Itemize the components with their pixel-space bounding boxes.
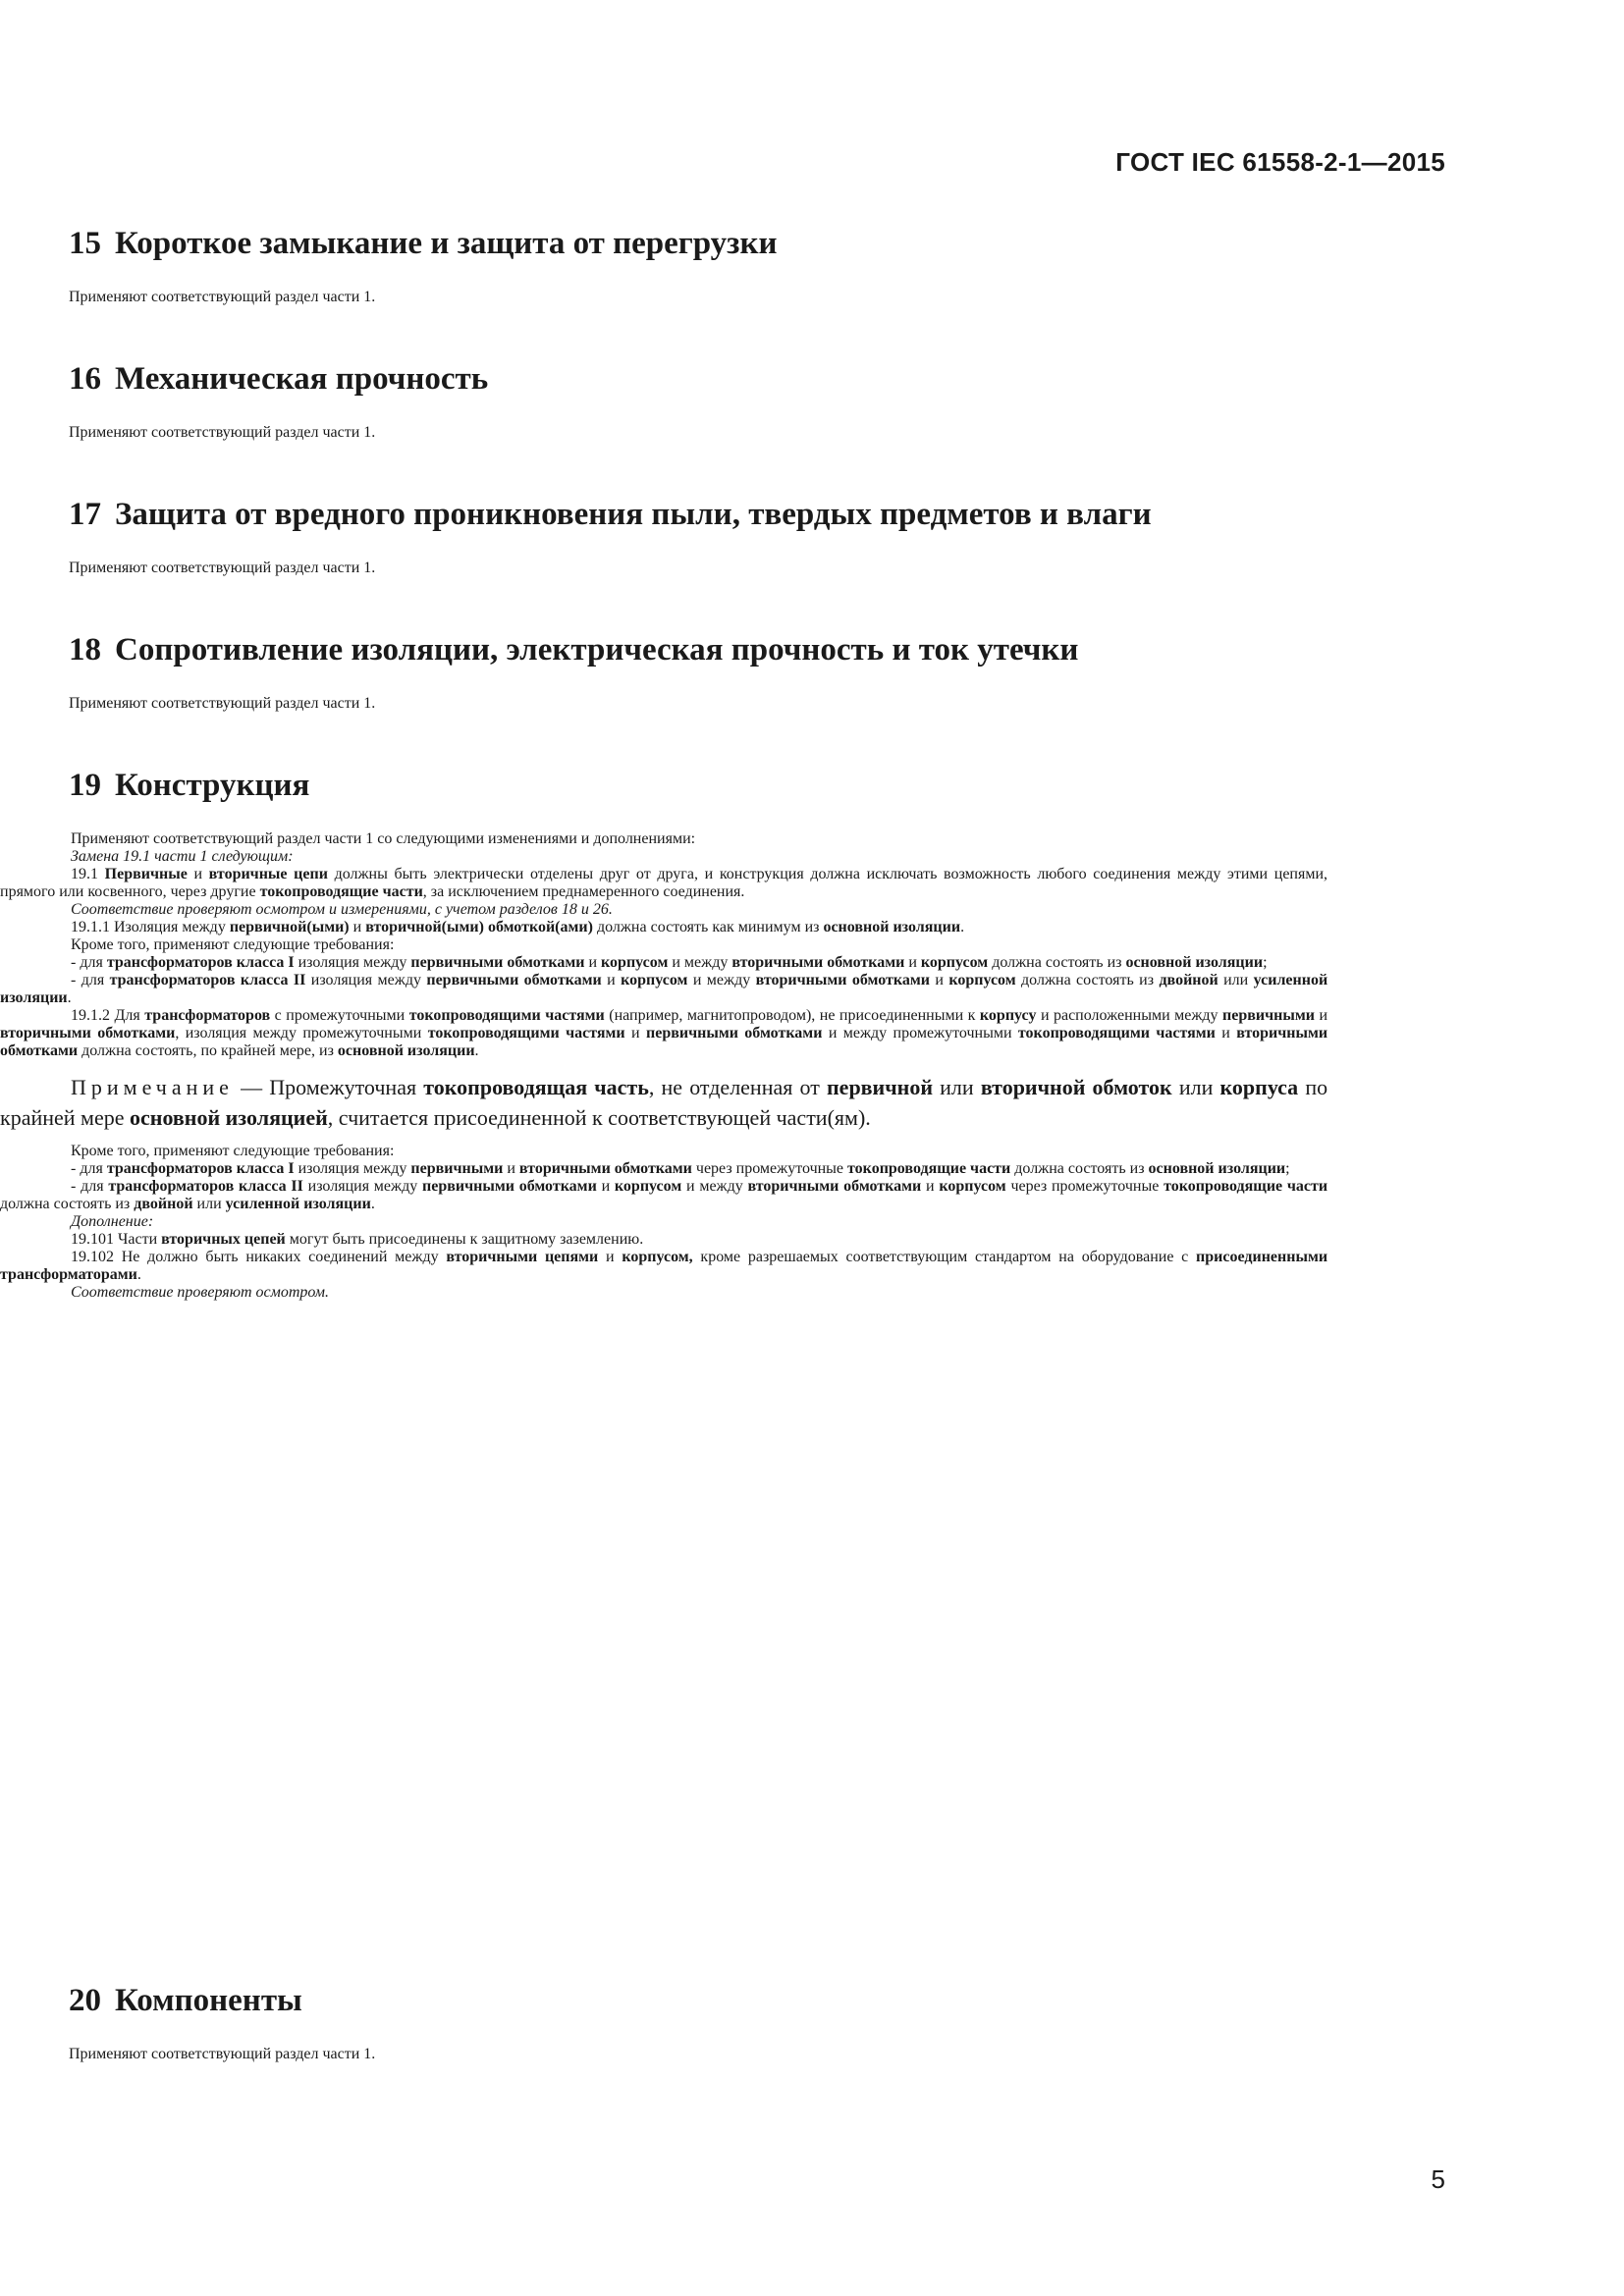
page-number: 5: [1431, 2164, 1445, 2194]
section-15: [69, 224, 1327, 306]
addition-label: Дополнение:: [71, 1213, 154, 1230]
section-text: Применяют соответствующий раздел части 1.: [69, 2046, 376, 2062]
section-title: 16 Механическая прочность: [69, 361, 489, 397]
list-item: - для трансформаторов класса I изоляция между первичными и вторичными обмотками через промежуточные токопроводящие части должна состоять из основной изоляции;: [71, 1160, 1290, 1177]
section-title: 18 Сопротивление изоляции, электрическая прочность и ток утечки: [69, 632, 1079, 667]
compliance-check: Соответствие проверяют осмотром.: [71, 1284, 330, 1301]
list-item: - для трансформаторов класса I изоляция между первичными обмотками и корпусом и между вторичными обмотками и корпусом должна состоять из основной изоляции;: [71, 954, 1268, 971]
clause-19-101: 19.101 Части вторичных цепей могут быть присоединены к защитному заземлению.: [71, 1231, 644, 1248]
clause-19-1: 19.1 Первичные и вторичные цепи должны быть электрически отделены друг от друга, и конструкция должна исключать возможность любого соединения между этими цепями, прямого или косвенного, через другие токопроводящие части, за исключением преднамеренного соединения.: [0, 866, 1328, 900]
clause-19-1-1: 19.1.1 Изоляция между первичной(ыми) и вторичной(ыми) обмоткой(ами) должна состоять как минимум из основной изоляции.: [71, 919, 965, 935]
section-text: Применяют соответствующий раздел части 1 со следующими изменениями и дополнениями:: [71, 830, 696, 847]
section-19-body: [0, 830, 1327, 1302]
requirements-intro: Кроме того, применяют следующие требования:: [71, 1143, 395, 1159]
section-19: [0, 766, 1328, 1302]
section-20: [69, 1981, 1327, 2063]
section-17: [69, 495, 1327, 577]
replacement-note: Замена 19.1 части 1 следующим:: [71, 848, 294, 865]
list-item: - для трансформаторов класса II изоляция между первичными обмотками и корпусом и между вторичными обмотками и корпусом через промежуточные токопроводящие части должна состоять из двойной или усиленной изоляции.: [0, 1178, 1328, 1212]
section-title: 17 Защита от вредного проникновения пыли, твердых предметов и влаги: [69, 497, 1152, 532]
clause-19-1-2: 19.1.2 Для трансформаторов с промежуточными токопроводящими частями (например, магнитопроводом), не присоединенными к корпусу и расположенными между первичными и вторичными обмотками, изоляция между промежуточными токопроводящими частями и первичными обмотками и между промежуточными токопроводящими частями и вторичными обмотками должна состоять, по крайней мере, из основной изоляции.: [0, 1007, 1328, 1059]
list-item: - для трансформаторов класса II изоляция между первичными обмотками и корпусом и между вторичными обмотками и корпусом должна состоять из двойной или усиленной изоляции.: [0, 972, 1328, 1006]
requirements-intro: Кроме того, применяют следующие требования:: [71, 936, 395, 953]
section-18: [69, 630, 1327, 713]
clause-19-102: 19.102 Не должно быть никаких соединений между вторичными цепями и корпусом, кроме разрешаемых соответствующим стандартом на оборудование с присоединенными трансформаторами.: [0, 1249, 1328, 1283]
section-title: 20 Компоненты: [69, 1983, 302, 2018]
compliance-check: Соответствие проверяют осмотром и измерениями, с учетом разделов 18 и 26.: [71, 901, 613, 918]
section-title: 19 Конструкция: [69, 768, 310, 803]
document-header: ГОСТ IEC 61558-2-1—2015: [1115, 147, 1445, 177]
section-text: Применяют соответствующий раздел части 1.: [69, 289, 376, 305]
section-text: Применяют соответствующий раздел части 1.: [69, 560, 376, 576]
note-block: Примечание — Промежуточная токопроводящая часть, не отделенная от первичной или вторичной обмоток или корпуса по крайней мере основной изоляцией, считается присоединенной к соответствующей части(ям).: [0, 1075, 1328, 1130]
section-16: [69, 359, 1327, 442]
section-text: Применяют соответствующий раздел части 1.: [69, 695, 376, 712]
section-text: Применяют соответствующий раздел части 1.: [69, 424, 376, 441]
section-title: 15 Короткое замыкание и защита от перегрузки: [69, 226, 778, 261]
